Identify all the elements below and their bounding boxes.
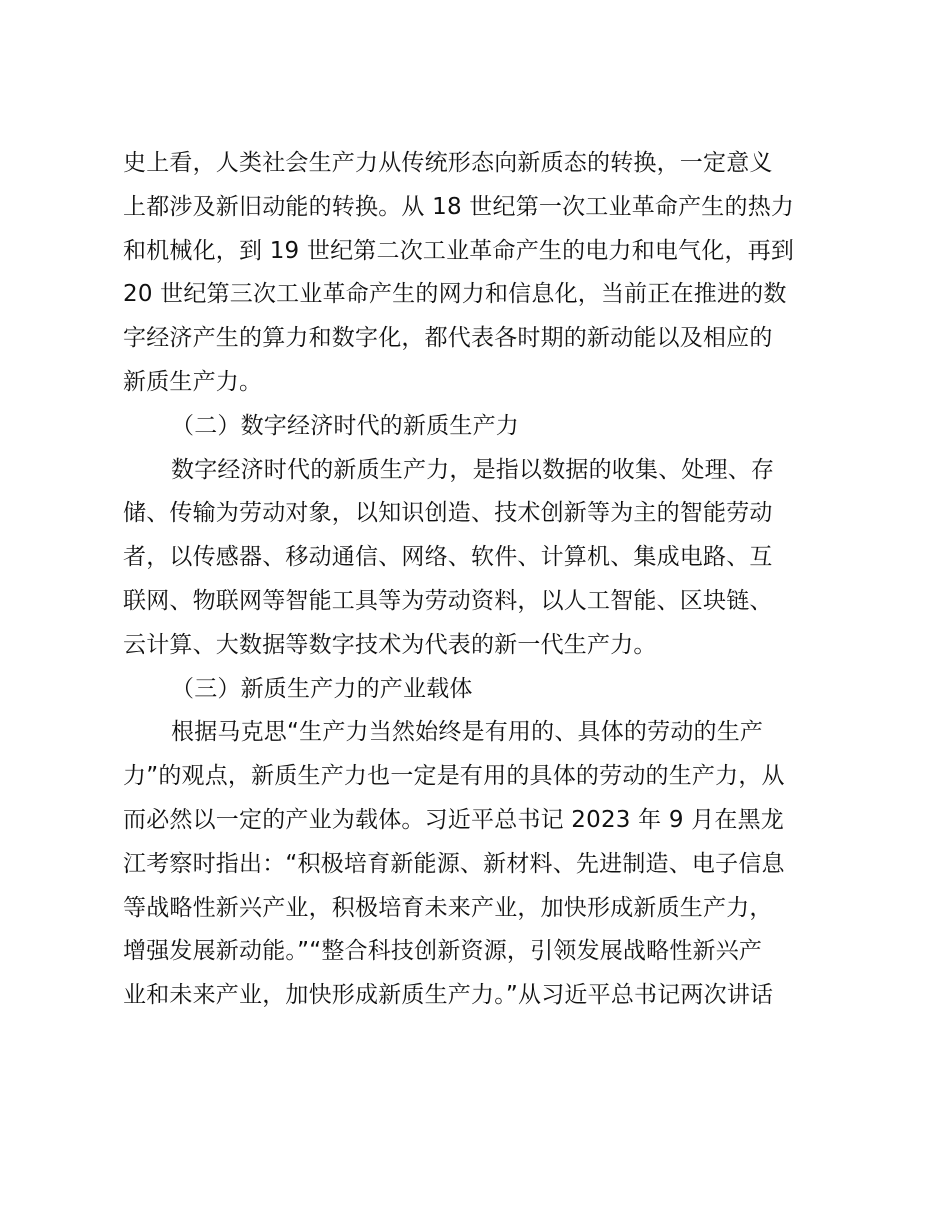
text-line: 史上看，人类社会生产力从传统形态向新质态的转换，一定意义 xyxy=(123,150,773,176)
paragraph-historical-transition xyxy=(123,142,835,405)
text-line: 联网、物联网等智能工具等为劳动资料，以人工智能、区块链、 xyxy=(123,587,773,614)
text-line: 江考察时指出：“积极培育新能源、新材料、先进制造、电子信息 xyxy=(123,850,785,877)
text-line: 者，以传感器、移动通信、网络、软件、计算机、集成电路、互 xyxy=(123,544,773,571)
text-line: 和机械化，到 19 世纪第二次工业革命产生的电力和电气化，再到 xyxy=(123,237,795,264)
text-line: 字经济产生的算力和数字化，都代表各时期的新动能以及相应的 xyxy=(123,325,773,352)
text-line: 数字经济时代的新质生产力，是指以数据的收集、处理、存 xyxy=(171,456,775,483)
section-heading-digital-economy xyxy=(123,405,835,449)
text-line: 等战略性新兴产业，积极培育未来产业，加快形成新质生产力， xyxy=(123,894,773,921)
text-line: 上都涉及新旧动能的转换。从 18 世纪第一次工业革命产生的热力 xyxy=(123,193,795,220)
text-line: 业和未来产业，加快形成新质生产力。”从习近平总书记两次讲话 xyxy=(123,982,774,1009)
text-line: 根据马克思“生产力当然始终是有用的、具体的劳动的生产 xyxy=(171,719,764,746)
text-line: 储、传输为劳动对象，以知识创造、技术创新等为主的智能劳动 xyxy=(123,500,773,527)
paragraph-industry-carrier xyxy=(123,711,835,1018)
paragraph-digital-economy xyxy=(123,449,835,668)
text-line: 云计算、大数据等数字技术为代表的新一代生产力。 xyxy=(123,631,657,658)
text-line: 而必然以一定的产业为载体。习近平总书记 2023 年 9 月在黑龙 xyxy=(123,806,785,833)
heading-line: （二）数字经济时代的新质生产力 xyxy=(171,412,519,439)
text-line: 20 世纪第三次工业革命产生的网力和信息化，当前正在推进的数 xyxy=(123,281,787,308)
text-line: 新质生产力。 xyxy=(123,368,263,395)
text-line: 力”的观点，新质生产力也一定是有用的具体的劳动的生产力，从 xyxy=(123,763,785,790)
heading-line: （三）新质生产力的产业载体 xyxy=(171,675,473,702)
document-body xyxy=(123,142,835,1018)
text-line: 增强发展新动能。”“整合科技创新资源，引领发展战略性新兴产 xyxy=(123,938,763,965)
section-heading-industry-carrier xyxy=(123,668,835,712)
